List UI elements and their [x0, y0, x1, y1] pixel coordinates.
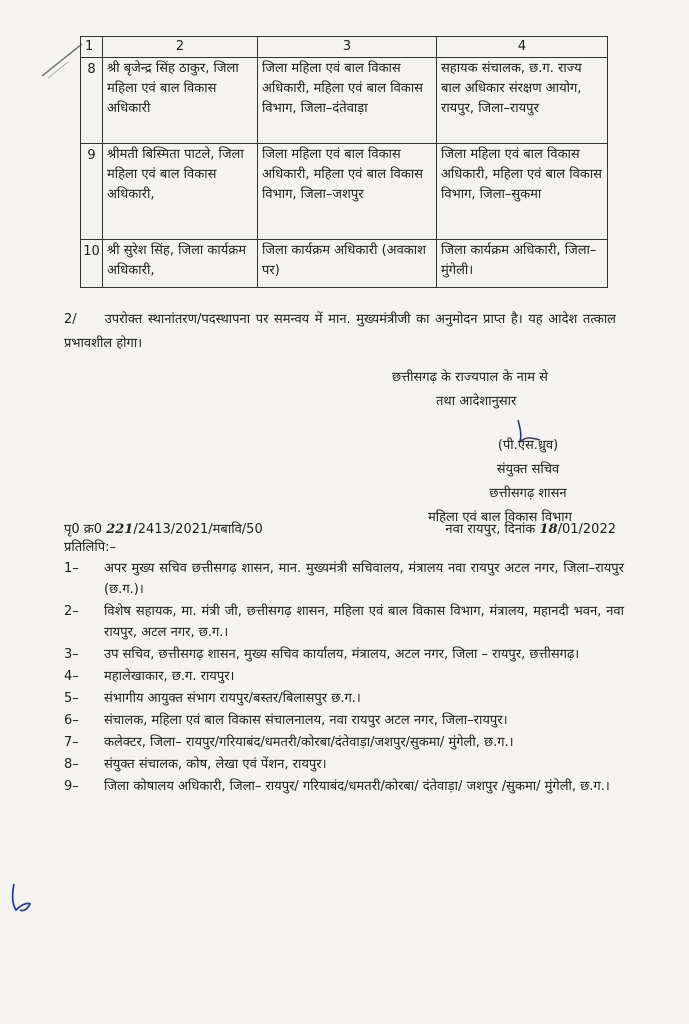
list-text: उप सचिव, छत्तीसगढ़ शासन, मुख्य सचिव कार्यालय, मंत्रालय, अटल नगर, जिला – रायपुर, छत्तीसगढ़। [104, 647, 580, 662]
list-item [64, 732, 624, 753]
list-number: 1– [64, 561, 79, 576]
list-item [64, 710, 624, 731]
copy-list [64, 558, 624, 798]
column-header: 2 [103, 37, 258, 58]
officer-name: श्री सुरेश सिंह, जिला कार्यक्रम अधिकारी, [103, 240, 258, 288]
list-item [64, 666, 624, 687]
column-header: 3 [258, 37, 437, 58]
list-item [64, 601, 624, 643]
file-number: /2413/2021/मबावि/50 [133, 522, 263, 537]
list-number: 7– [64, 735, 79, 750]
reference-prefix: पृ0 क्र0 [64, 522, 103, 537]
list-item [64, 644, 624, 665]
place-date-label: नवा रायपुर, दिनांक [445, 522, 536, 537]
list-number: 6– [64, 713, 79, 728]
current-posting: जिला कार्यक्रम अधिकारी (अवकाश पर) [258, 240, 437, 288]
table-row [81, 240, 608, 288]
order-paragraph [64, 308, 616, 356]
authority-line-2: तथा आदेशानुसार [436, 394, 517, 409]
place-date [445, 520, 616, 540]
list-item [64, 754, 624, 775]
list-number: 9– [64, 779, 79, 794]
authority-line-1: छत्तीसगढ़ के राज्यपाल के नाम से [392, 370, 548, 385]
signatory-block [428, 434, 628, 530]
pen-mark-icon [6, 880, 36, 916]
list-text: विशेष सहायक, मा. मंत्री जी, छत्तीसगढ़ शासन, महिला एवं बाल विकास विभाग, मंत्रालय, महानदी भवन, नवा रायपुर, अटल नगर, छ.ग.। [104, 604, 624, 640]
list-text: अपर मुख्य सचिव छत्तीसगढ़ शासन, मान. मुख्यमंत्री सचिवालय, मंत्रालय नवा रायपुर अटल नगर, जिला–रायपुर (छ.ग.)। [104, 561, 624, 597]
signatory-department: महिला एवं बाल विकास विभाग [428, 510, 572, 525]
officer-name: श्री बृजेन्द्र सिंह ठाकुर, जिला महिला एवं बाल विकास अधिकारी [103, 58, 258, 144]
copy-heading: प्रतिलिपि:– [64, 540, 116, 555]
list-item [64, 558, 624, 600]
list-text: संचालक, महिला एवं बाल विकास संचालनालय, नवा रायपुर अटल नगर, जिला–रायपुर। [104, 713, 508, 728]
new-posting: जिला कार्यक्रम अधिकारी, जिला–मुंगेली। [437, 240, 608, 288]
current-posting: जिला महिला एवं बाल विकास अधिकारी, महिला एवं बाल विकास विभाग, जिला–दंतेवाड़ा [258, 58, 437, 144]
handwritten-number: 221 [106, 522, 134, 537]
table-header-row [81, 37, 608, 58]
list-number: 4– [64, 669, 79, 684]
row-number: 10 [81, 240, 103, 288]
list-text: जिला कोषालय अधिकारी, जिला– रायपुर/ गरियाबंद/धमतरी/कोरबा/ दंतेवाड़ा/ जशपुर /सुकमा/ मुंगेली, छ.ग.। [104, 779, 610, 794]
signatory-government: छत्तीसगढ़ शासन [489, 486, 567, 501]
date-rest: /01/2022 [557, 522, 616, 537]
list-number: 2– [64, 604, 79, 619]
transfer-table [80, 36, 608, 288]
signatory-name: (पी.एस.ध्रुव) [497, 438, 559, 453]
table-row [81, 144, 608, 240]
list-number: 5– [64, 691, 79, 706]
column-header: 4 [437, 37, 608, 58]
paragraph-text: उपरोक्त स्थानांतरण/पदस्थापना पर समन्वय में मान. मुख्यमंत्रीजी का अनुमोदन प्राप्त है। यह आदेश तत्काल प्रभावशील होगा। [64, 312, 616, 351]
row-number: 9 [81, 144, 103, 240]
list-text: कलेक्टर, जिला– रायपुर/गरियाबंद/धमतरी/कोरबा/दंतेवाड़ा/जशपुर/सुकमा/ मुंगेली, छ.ग.। [104, 735, 514, 750]
list-text: संभागीय आयुक्त संभाग रायपुर/बस्तर/बिलासपुर छ.ग.। [104, 691, 361, 706]
officer-name: श्रीमती बिस्मिता पाटले, जिला महिला एवं बाल विकास अधिकारी, [103, 144, 258, 240]
list-text: संयुक्त संचालक, कोष, लेखा एवं पेंशन, रायपुर। [104, 757, 327, 772]
table-row [81, 58, 608, 144]
list-number: 3– [64, 647, 79, 662]
authority-statement [392, 366, 612, 414]
column-header: 1 [81, 37, 103, 58]
row-number: 8 [81, 58, 103, 144]
list-item [64, 688, 624, 709]
reference-number [64, 520, 263, 540]
signatory-designation: संयुक्त सचिव [496, 462, 560, 477]
paragraph-number: 2/ [64, 312, 77, 327]
handwritten-day: 18 [539, 522, 558, 537]
new-posting: सहायक संचालक, छ.ग. राज्य बाल अधिकार संरक्षण आयोग, रायपुर, जिला–रायपुर [437, 58, 608, 144]
list-item [64, 776, 624, 797]
new-posting: जिला महिला एवं बाल विकास अधिकारी, महिला एवं बाल विकास विभाग, जिला–सुकमा [437, 144, 608, 240]
list-text: महालेखाकार, छ.ग. रायपुर। [104, 669, 235, 684]
list-number: 8– [64, 757, 79, 772]
current-posting: जिला महिला एवं बाल विकास अधिकारी, महिला एवं बाल विकास विभाग, जिला–जशपुर [258, 144, 437, 240]
